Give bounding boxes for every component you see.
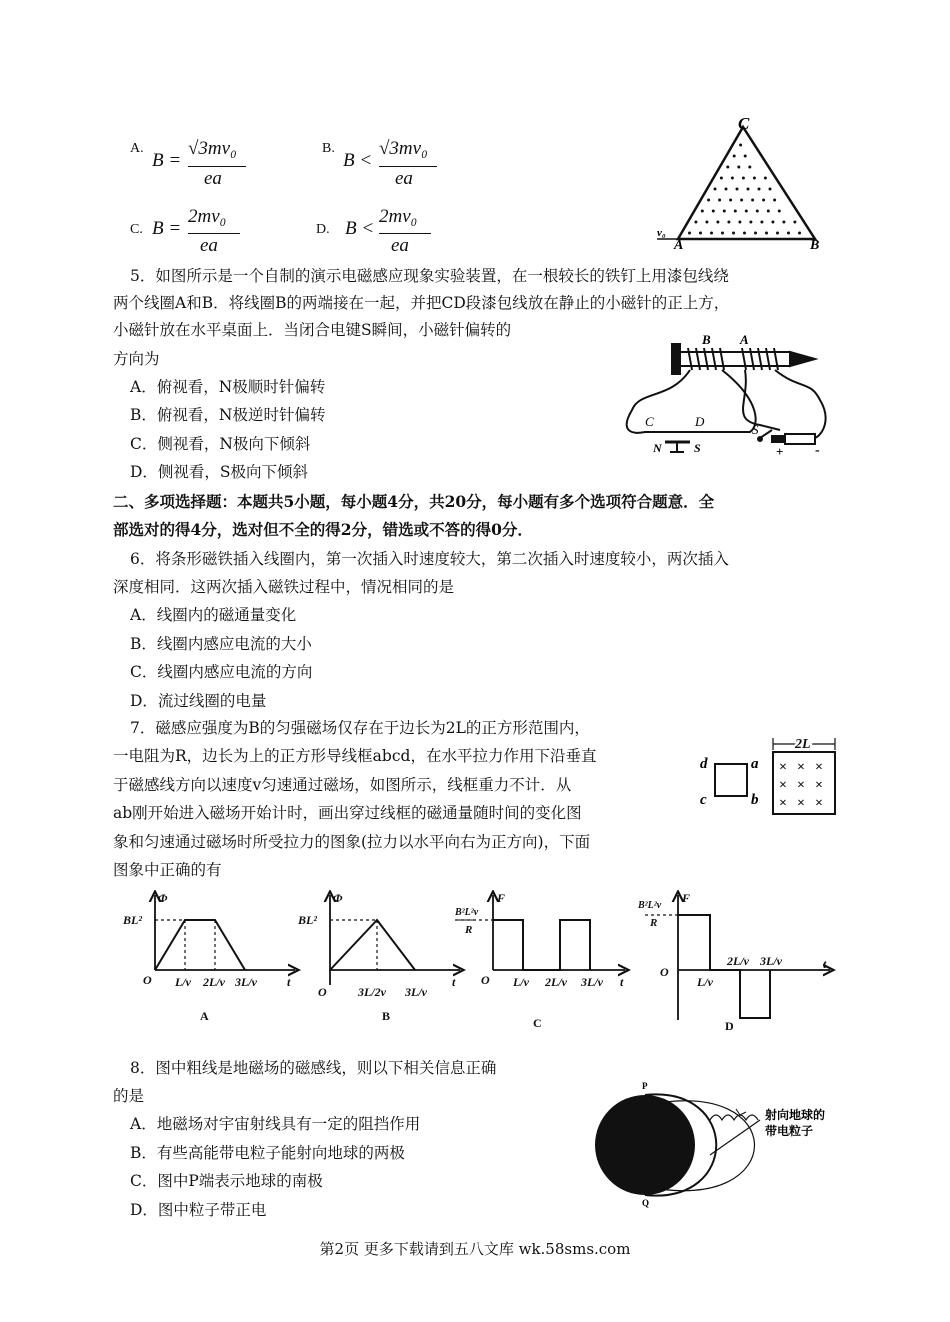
corner-label-a: a (751, 756, 759, 772)
field-width-label: 2L (795, 737, 811, 752)
field-dot (688, 232, 691, 235)
wire-label-c: C (645, 414, 654, 429)
field-dot (739, 144, 742, 147)
field-dot (720, 177, 723, 180)
q5-text-line: 两个线圈A和B．将线圈B的两端接在一起，并把CD段漆包线放在静止的小磁针的正上方， (113, 294, 730, 312)
formula-denominator: ea (204, 168, 222, 189)
q6-option-d: D．流过线圈的电量 (130, 692, 267, 710)
field-dot (760, 221, 763, 224)
graph-a-ylabel: Φ (158, 891, 168, 905)
square-field-figure (695, 732, 840, 822)
field-dot (748, 166, 751, 169)
q8-option-b: B．有些高能带电粒子能射向地球的两极 (130, 1144, 405, 1162)
graph-a-origin: O (143, 973, 152, 987)
battery-minus: - (815, 443, 820, 458)
graph-c-tick: L/v (513, 975, 529, 989)
field-dot (754, 232, 757, 235)
formula-numerator: 2mv₀ (379, 206, 418, 227)
coil-apparatus-figure (610, 330, 835, 460)
graph-b-caption: B (382, 1009, 391, 1023)
field-dot (744, 155, 747, 158)
field-dot (771, 221, 774, 224)
wire-label-d: D (695, 414, 705, 429)
q8-text-line: 8．图中粗线是地磁场的磁感线，则以下相关信息正确 (130, 1059, 497, 1077)
coil-label-a: A (740, 332, 749, 347)
field-dot (694, 221, 697, 224)
field-dot (745, 210, 748, 213)
field-dot (749, 221, 752, 224)
q7-text-line: 7．磁感应强度为B的匀强磁场仅存在于边长为2L的正方形范围内， (130, 719, 590, 737)
q5-text-line: 5．如图所示是一个自制的演示电磁感应现象实验装置，在一根较长的铁钉上用漆包线绕 (130, 267, 729, 285)
formula-numerator: 2mv₀ (188, 206, 227, 227)
corner-label-b: b (751, 792, 759, 808)
q5-option-b: B．俯视看，N极逆时针偏转 (130, 406, 326, 424)
field-dot (718, 199, 721, 202)
q5-option-c: C．侧视看，N极向下倾斜 (130, 435, 311, 453)
switch-label-s: S (752, 422, 759, 437)
q7-text-line: 于磁感线方向以速度v匀速通过磁场，如图所示，线框重力不计．从 (113, 776, 572, 794)
field-dot (747, 188, 750, 191)
field-dot (740, 199, 743, 202)
field-dot (767, 210, 770, 213)
field-dot (734, 210, 737, 213)
field-dot (742, 177, 745, 180)
graph-c-caption: C (533, 1016, 542, 1030)
q5-option-d: D．侧视看，S极向下倾斜 (130, 463, 309, 481)
field-dot (765, 232, 768, 235)
particle-note: 带电粒子 (765, 1124, 814, 1138)
field-dot (778, 210, 781, 213)
field-cross: × (779, 778, 787, 793)
field-dot (798, 232, 801, 235)
field-cross: × (797, 796, 805, 811)
field-cross: × (815, 796, 823, 811)
q7-text-line: 图象中正确的有 (113, 861, 222, 879)
graph-b-xlabel: t (452, 975, 456, 989)
triangle-field-figure (650, 115, 840, 255)
corner-label-d: d (700, 756, 708, 772)
field-dot (738, 221, 741, 224)
field-dot (732, 232, 735, 235)
field-dot (787, 232, 790, 235)
graph-d-caption: D (725, 1019, 734, 1033)
field-dot (707, 199, 710, 202)
graph-c-xlabel: t (620, 975, 624, 989)
graph-c-ylabel: F (497, 891, 506, 905)
formula-denominator: ea (391, 235, 409, 256)
graph-b-tick: 3L/2v (358, 985, 386, 999)
formula-lhs: B = (152, 150, 182, 171)
field-dot (723, 210, 726, 213)
field-dot (727, 221, 730, 224)
q6-text-line: 深度相同．这两次插入磁铁过程中，情况相同的是 (113, 578, 455, 596)
earth-magnetic-field-figure (590, 1075, 845, 1210)
graph-b-origin: O (318, 985, 327, 999)
field-cross: × (797, 760, 805, 775)
q7-graph-options (115, 890, 845, 1040)
field-dot (710, 232, 713, 235)
graph-c-level-num: B²L²v (455, 907, 479, 918)
graph-a-tick: 2L/v (203, 975, 225, 989)
needle-label-n: N (653, 441, 662, 455)
field-dot (712, 210, 715, 213)
corner-label-c: c (700, 792, 707, 808)
graph-b-ylabel: Φ (333, 891, 343, 905)
page-footer: 第2页 更多下载请到五八文库 wk.58sms.com (319, 1240, 631, 1258)
option-label: A. (130, 141, 144, 156)
field-dot (729, 199, 732, 202)
field-dot (762, 199, 765, 202)
formula-lhs: B < (345, 218, 375, 239)
field-dot (701, 210, 704, 213)
field-dot (751, 199, 754, 202)
field-dot (721, 232, 724, 235)
coil-label-b: B (702, 332, 711, 347)
q7-text-line: ab刚开始进入磁场开始计时，画出穿过线框的磁通量随时间的变化图 (113, 804, 582, 822)
field-dot (753, 177, 756, 180)
graph-d-level-den: R (650, 917, 658, 929)
q6-option-b: B．线圈内感应电流的大小 (130, 635, 312, 653)
q8-option-a: A．地磁场对宇宙射线具有一定的阻挡作用 (130, 1115, 421, 1133)
pole-label-p: P (642, 1081, 648, 1091)
formula-numerator: √3mv₀ (379, 138, 428, 159)
formula-lhs: B = (152, 218, 182, 239)
field-cross: × (779, 760, 787, 775)
battery-plus: + (776, 444, 784, 459)
field-dot (782, 221, 785, 224)
graph-d-xlabel: t (823, 957, 827, 971)
option-label: D. (316, 222, 330, 237)
q8-text-line: 的是 (113, 1087, 145, 1105)
field-cross: × (779, 796, 787, 811)
q6-option-a: A．线圈内的磁通量变化 (130, 606, 297, 624)
vertex-label-a: A (674, 238, 684, 253)
graph-a-level: BL² (123, 913, 142, 927)
graph-a-caption: A (200, 1009, 209, 1023)
field-cross: × (815, 778, 823, 793)
graph-a-xlabel: t (287, 975, 291, 989)
field-cross: × (815, 760, 823, 775)
q5-text-line: 方向为 (113, 350, 160, 368)
graph-a-tick: 3L/v (235, 975, 257, 989)
q7-text-line: 象和匀速通过磁场时所受拉力的图象(拉力以水平向右为正方向)，下面 (113, 833, 591, 851)
formula-denominator: ea (200, 235, 218, 256)
pole-label-q: Q (642, 1198, 650, 1208)
field-dot (731, 177, 734, 180)
graph-b-tick: 3L/v (405, 985, 427, 999)
graph-d-tick: 3L/v (760, 954, 782, 968)
q5-text-line: 小磁针放在水平桌面上．当闭合电键S瞬间，小磁针偏转的 (113, 321, 512, 339)
graph-d-origin: O (660, 965, 669, 979)
option-label: B. (322, 141, 335, 156)
field-dot (758, 188, 761, 191)
field-dot (737, 166, 740, 169)
field-cross: × (797, 778, 805, 793)
field-dot (726, 166, 729, 169)
field-dot (764, 177, 767, 180)
field-dot (756, 210, 759, 213)
field-dot (769, 188, 772, 191)
graph-d-ylabel: F (682, 891, 691, 905)
q7-text-line: 一电阻为R，边长为上的正方形导线框abcd，在水平拉力作用下沿垂直 (113, 747, 597, 765)
graph-c-origin: O (481, 973, 490, 987)
section-heading: 二、多项选择题：本题共5小题，每小题4分，共20分，每小题有多个选项符合题意．全 (113, 492, 715, 511)
graph-c-level-den: R (465, 924, 473, 936)
field-dot (714, 188, 717, 191)
graph-a-tick: L/v (175, 975, 191, 989)
field-dot (716, 221, 719, 224)
formula-denominator: ea (395, 168, 413, 189)
vertex-label-c: C (738, 115, 750, 133)
q8-option-c: C．图中P端表示地球的南极 (130, 1172, 323, 1190)
field-dot (773, 199, 776, 202)
velocity-label: v₀ (657, 227, 666, 239)
q6-option-c: C．线圈内感应电流的方向 (130, 663, 313, 681)
particle-note: 射向地球的 (765, 1108, 826, 1122)
field-dot (725, 188, 728, 191)
q5-option-a: A．俯视看，N极顺时针偏转 (130, 378, 326, 396)
graph-d-tick: 2L/v (727, 954, 749, 968)
field-dot (733, 155, 736, 158)
field-dot (776, 232, 779, 235)
field-dot (793, 221, 796, 224)
vertex-label-b: B (810, 238, 820, 253)
field-dot (705, 221, 708, 224)
graph-d-level-num: B²L²v (638, 900, 662, 911)
field-dot (743, 232, 746, 235)
section-heading: 部选对的得4分，选对但不全的得2分，错选或不答的得0分． (113, 520, 533, 539)
graph-c-tick: 3L/v (581, 975, 603, 989)
field-dot (699, 232, 702, 235)
graph-b-level: BL² (298, 913, 317, 927)
formula-numerator: √3mv₀ (188, 138, 237, 159)
needle-label-s: S (694, 441, 701, 455)
option-label: C. (130, 222, 143, 237)
graph-c-tick: 2L/v (545, 975, 567, 989)
q6-text-line: 6．将条形磁铁插入线圈内，第一次插入时速度较大，第二次插入时速度较小，两次插入 (130, 550, 729, 568)
field-dot (736, 188, 739, 191)
graph-d-tick: L/v (697, 975, 713, 989)
q8-option-d: D．图中粒子带正电 (130, 1201, 267, 1219)
formula-lhs: B < (343, 150, 373, 171)
